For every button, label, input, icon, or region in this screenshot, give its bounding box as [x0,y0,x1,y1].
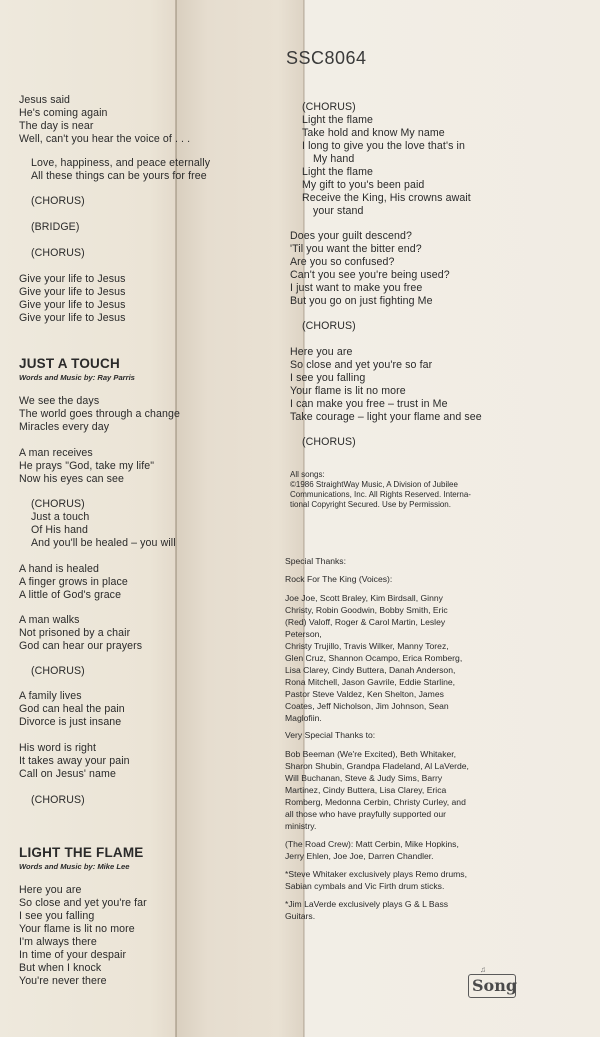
credits-heading: Very Special Thanks to: [285,730,376,740]
lyric-line: Can't you see you're being used? [290,269,450,281]
credits-line: Glen Cruz, Shannon Ocampo, Erica Romberg, [285,653,463,663]
lyric-line: It takes away your pain [19,755,130,767]
lyric-line: So close and yet you're far [19,897,147,909]
lyric-line: The world goes through a change [19,408,180,420]
lyric-line: God can hear our prayers [19,640,143,652]
lyric-line: You're never there [19,975,107,987]
credits-line: Coates, Jeff Nicholson, Jim Johnson, Sean [285,701,449,711]
lyric-line: Take courage – light your flame and see [290,411,482,423]
credits-line: Jerry Ehlen, Joe Joe, Darren Chandler. [285,851,434,861]
lyric-line: So close and yet you're so far [290,359,433,371]
song-title: LIGHT THE FLAME [19,845,144,860]
lyric-line: Your flame is lit no more [290,385,406,397]
credits-line: Joe Joe, Scott Braley, Kim Birdsall, Ginny [285,593,443,603]
lyric-line: And you'll be healed – you will [31,537,176,549]
lyric-line: Take hold and know My name [302,127,445,139]
lyric-line: All these things can be yours for free [31,170,207,182]
lyric-line: A finger grows in place [19,576,128,588]
lyric-line: Miracles every day [19,421,110,433]
copyright-line: Communications, Inc. All Rights Reserved. Interna- [290,490,471,499]
credits-line: Romberg, Medonna Cerbin, Christy Curley, and [285,797,466,807]
copyright-line: All songs: [290,470,325,479]
lyric-line: He prays "God, take my life" [19,460,155,472]
lyric-line: Now his eyes can see [19,473,125,485]
lyric-line: A man walks [19,614,80,626]
lyric-line: I'm always there [19,936,97,948]
lyric-line: Light the flame [302,166,373,178]
lyric-line: (CHORUS) [31,195,85,207]
credits-line: Sabian cymbals and Vic Firth drum sticks. [285,881,445,891]
credits-heading: Rock For The King (Voices): [285,574,393,584]
credits-line: *Steve Whitaker exclusively plays Remo drums, [285,869,467,879]
song-title: JUST A TOUCH [19,356,120,371]
logo-text: Song [472,976,518,995]
lyric-line: A family lives [19,690,82,702]
lyric-line: Here you are [19,884,82,896]
fold-crease [175,0,177,1037]
copyright-line: ©1986 StraightWay Music, A Division of Jubilee [290,480,458,489]
lyric-line: My hand [313,153,355,165]
lyric-line: But you go on just fighting Me [290,295,433,307]
lyric-line: I just want to make you free [290,282,423,294]
credits-line: ministry. [285,821,317,831]
lyric-line: Light the flame [302,114,373,126]
credits-line: Will Buchanan, Steve & Judy Sims, Barry [285,773,443,783]
lyric-line: (CHORUS) [31,794,85,806]
credits-line: Sharon Shubin, Grandpa Fladeland, Al LaVerde, [285,761,469,771]
lyric-line: (BRIDGE) [31,221,80,233]
lyric-line: Give your life to Jesus [19,273,126,285]
lyric-line: (CHORUS) [302,101,356,113]
credits-line: Guitars. [285,911,316,921]
catalog-number: SSC8064 [286,48,367,68]
lyric-line: Jesus said [19,94,71,106]
lyric-line: Love, happiness, and peace eternally [31,157,211,169]
lyric-line: (CHORUS) [302,320,356,332]
credits-line: Bob Beeman (We're Excited), Beth Whitaker, [285,749,457,759]
copyright-line: tional Copyright Secured. Use by Permission. [290,500,451,509]
lyric-line: Are you so confused? [290,256,395,268]
lyric-line: God can heal the pain [19,703,125,715]
lyric-line: Divorce is just insane [19,716,122,728]
credits-line: Martinez, Cindy Buttera, Lisa Clarey, Erica [285,785,447,795]
lyric-line: A man receives [19,447,93,459]
lyric-line: Here you are [290,346,353,358]
lyric-line: Does your guilt descend? [290,230,412,242]
lyric-line: I see you falling [19,910,95,922]
lyric-line: I long to give you the love that's in [302,140,465,152]
lyric-line: (CHORUS) [31,498,85,510]
credits-heading: Special Thanks: [285,556,346,566]
lyric-line: He's coming again [19,107,108,119]
credits-line: (The Road Crew): Matt Cerbin, Mike Hopkins, [285,839,459,849]
lyric-line: I see you falling [290,372,366,384]
lyric-line: The day is near [19,120,94,132]
lyric-line: I can make you free – trust in Me [290,398,448,410]
song-credit: Words and Music by: Mike Lee [19,862,130,871]
lyric-line: Not prisoned by a chair [19,627,131,639]
lyric-line: (CHORUS) [302,436,356,448]
lyric-line: Just a touch [31,511,90,523]
lyric-line: In time of your despair [19,949,127,961]
lyric-line: (CHORUS) [31,247,85,259]
lyric-line: Well, can't you hear the voice of . . . [19,133,191,145]
credits-line: Christy, Robin Goodwin, Bobby Smith, Eric [285,605,448,615]
lyric-line: Give your life to Jesus [19,312,126,324]
lyric-line: My gift to you's been paid [302,179,425,191]
lyric-line: A hand is healed [19,563,99,575]
song-credit: Words and Music by: Ray Parris [19,373,135,382]
lyric-line: 'Til you want the bitter end? [290,243,422,255]
lyric-line: Call on Jesus' name [19,768,116,780]
lyric-line: But when I knock [19,962,102,974]
credits-line: Pastor Steve Valdez, Ken Shelton, James [285,689,444,699]
lyric-line: His word is right [19,742,97,754]
lyric-line: A little of God's grace [19,589,122,601]
credits-line: Rona Mitchell, Jason Gavrile, Eddie Starline, [285,677,456,687]
credits-line: Christy Trujillo, Travis Wilker, Manny Torez, [285,641,449,651]
credits-line: (Red) Valoff, Roger & Carol Martin, Lesley [285,617,446,627]
lyric-line: Your flame is lit no more [19,923,135,935]
credits-line: Maglofiin. [285,713,322,723]
lyric-line: (CHORUS) [31,665,85,677]
lyric-line: Of His hand [31,524,89,536]
lyric-line: Give your life to Jesus [19,299,126,311]
credits-line: Peterson, [285,629,322,639]
logo-mark-icon: ♫ [480,965,486,974]
lyric-line: Receive the King, His crowns await [302,192,471,204]
credits-line: all those who have prayfully supported our [285,809,446,819]
credits-line: *Jim LaVerde exclusively plays G & L Bass [285,899,449,909]
label-logo [468,965,518,999]
credits-line: Lisa Clarey, Cindy Buttera, Danah Anderson, [285,665,456,675]
lyric-line: Give your life to Jesus [19,286,126,298]
lyric-line: We see the days [19,395,100,407]
lyric-line: your stand [313,205,364,217]
